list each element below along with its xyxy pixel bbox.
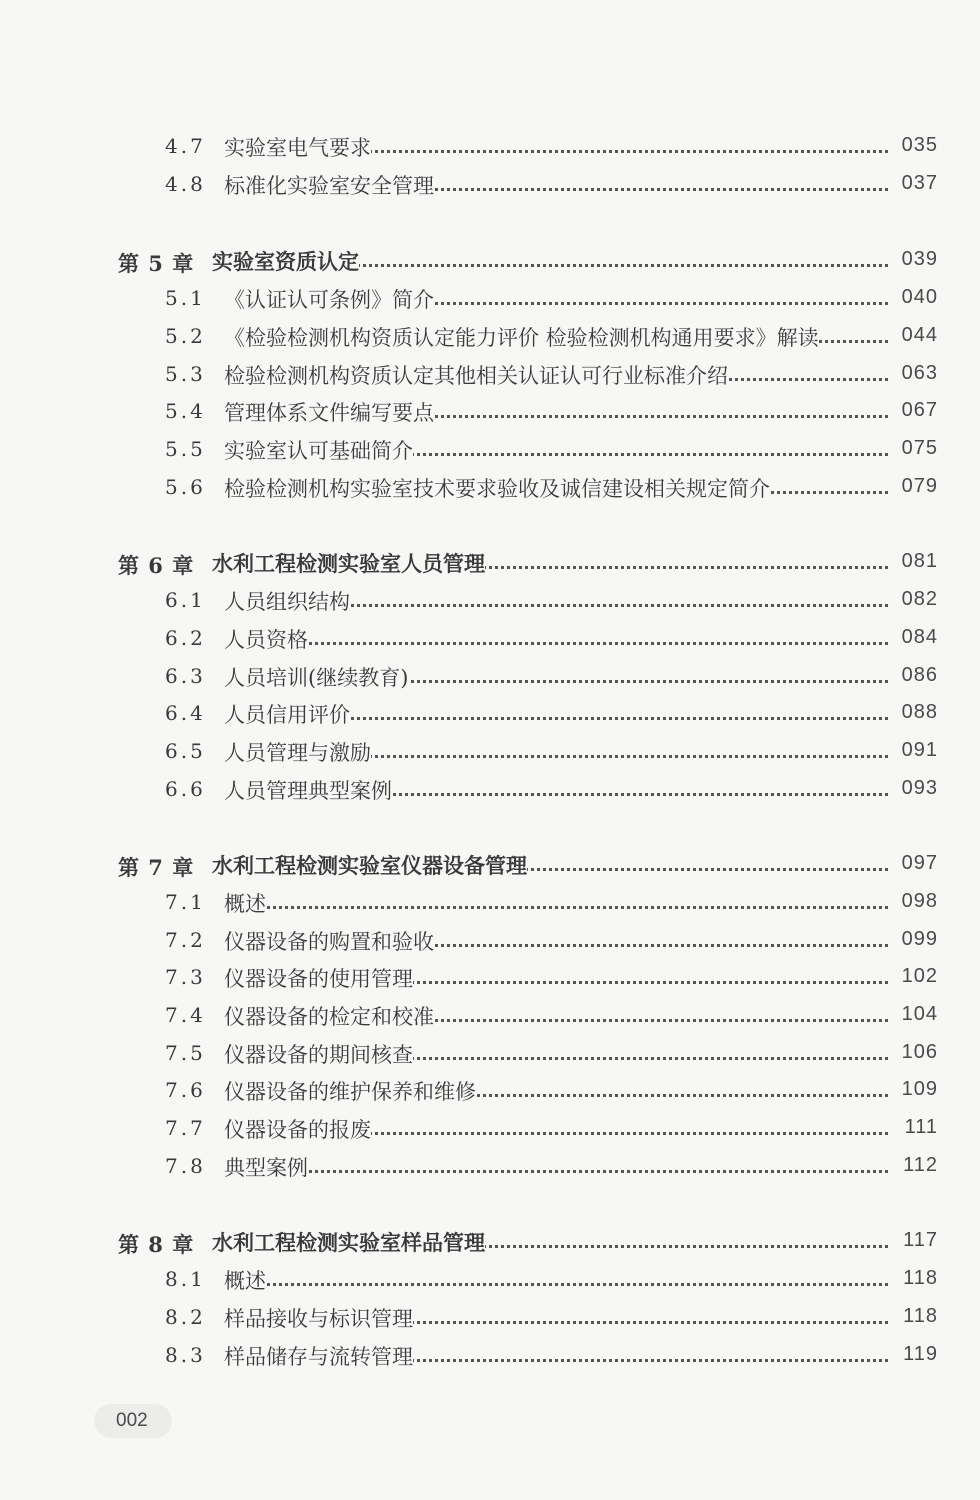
section-title: 概述 (224, 888, 266, 918)
toc-entry-7-2 (0, 922, 980, 960)
page-reference: 117 (903, 1229, 938, 1251)
page-number: 002 (116, 1410, 148, 1431)
page-reference: 093 (901, 777, 938, 799)
toc-entry-6-3 (0, 658, 980, 696)
toc-entry-7-5 (0, 1035, 980, 1073)
toc-entry-7-1 (0, 884, 980, 922)
section-number: 5.5 (165, 437, 206, 461)
section-title: 人员信用评价 (224, 699, 350, 729)
toc-chapter-6 (0, 544, 980, 582)
section-number: 8.1 (165, 1267, 206, 1291)
section-number: 5.3 (165, 362, 206, 386)
section-title: 实验室认可基础简介 (224, 435, 413, 465)
section-number: 4.7 (165, 134, 206, 158)
chapter-title: 水利工程检测实验室样品管理 (212, 1227, 485, 1257)
section-number: 5.6 (165, 475, 206, 499)
toc-entry-4-8 (0, 166, 980, 204)
dot-leader (224, 906, 888, 909)
page-reference: 106 (901, 1041, 938, 1063)
toc-entry-7-7 (0, 1110, 980, 1148)
page-reference: 118 (903, 1267, 938, 1289)
section-title: 人员资格 (224, 624, 308, 654)
page-reference: 091 (901, 739, 938, 761)
page-reference: 086 (901, 664, 938, 686)
toc-entry-7-3 (0, 959, 980, 997)
section-number: 6.5 (165, 739, 206, 763)
section-title: 仪器设备的期间核查 (224, 1039, 413, 1069)
page-reference: 098 (901, 890, 938, 912)
chapter-number: 第 8 章 (118, 1232, 195, 1257)
section-title: 典型案例 (224, 1152, 308, 1182)
toc-chapter-8 (0, 1223, 980, 1261)
section-number: 6.3 (165, 664, 206, 688)
page-reference: 119 (903, 1343, 938, 1365)
section-number: 7.5 (165, 1041, 206, 1065)
toc-entry-6-4 (0, 695, 980, 733)
toc-chapter-5 (0, 242, 980, 280)
section-title: 样品储存与流转管理 (224, 1341, 413, 1371)
toc-entry-7-6 (0, 1072, 980, 1110)
toc-entry-6-1 (0, 582, 980, 620)
section-title: 标准化实验室安全管理 (224, 170, 434, 200)
section-title: 检验检测机构资质认定其他相关认证认可行业标准介绍 (224, 360, 728, 390)
page-reference: 067 (901, 399, 938, 421)
section-title: 仪器设备的检定和校准 (224, 1001, 434, 1031)
section-number: 5.1 (165, 286, 206, 310)
section-title: 仪器设备的报废 (224, 1114, 371, 1144)
chapter-title: 水利工程检测实验室人员管理 (212, 548, 485, 578)
chapter-number: 第 5 章 (118, 251, 195, 276)
section-title: 管理体系文件编写要点 (224, 397, 434, 427)
page-reference: 040 (901, 286, 938, 308)
page-reference: 035 (901, 134, 938, 156)
section-number: 8.2 (165, 1305, 206, 1329)
section-title: 仪器设备的购置和验收 (224, 926, 434, 956)
dot-leader (224, 1170, 888, 1173)
section-number: 7.4 (165, 1003, 206, 1027)
section-title: 样品接收与标识管理 (224, 1303, 413, 1333)
section-number: 8.3 (165, 1343, 206, 1367)
toc-entry-5-3 (0, 356, 980, 394)
toc-entry-8-2 (0, 1299, 980, 1337)
toc-entry-7-8 (0, 1148, 980, 1186)
page-reference: 081 (901, 550, 938, 572)
page-reference: 044 (901, 324, 938, 346)
section-number: 5.4 (165, 399, 206, 423)
toc-entry-7-4 (0, 997, 980, 1035)
toc-entry-5-5 (0, 431, 980, 469)
chapter-number: 第 7 章 (118, 855, 195, 880)
section-number: 7.7 (165, 1116, 206, 1140)
chapter-number: 第 6 章 (118, 553, 195, 578)
page-reference: 039 (901, 248, 938, 270)
toc-entry-8-1 (0, 1261, 980, 1299)
toc-entry-6-2 (0, 620, 980, 658)
page-reference: 082 (901, 588, 938, 610)
toc-chapter-7 (0, 846, 980, 884)
section-title: 仪器设备的维护保养和维修 (224, 1076, 476, 1106)
chapter-title: 实验室资质认定 (212, 246, 359, 276)
section-number: 7.8 (165, 1154, 206, 1178)
section-title: 人员培训(继续教育) (224, 662, 408, 692)
page-number-badge (94, 1404, 172, 1438)
section-number: 4.8 (165, 172, 206, 196)
page-reference: 104 (901, 1003, 938, 1025)
toc-entry-5-6 (0, 469, 980, 507)
section-number: 7.6 (165, 1078, 206, 1102)
page-reference: 063 (901, 362, 938, 384)
page-reference: 112 (903, 1154, 938, 1176)
toc-entry-6-6 (0, 771, 980, 809)
section-title: 检验检测机构实验室技术要求验收及诚信建设相关规定简介 (224, 473, 770, 503)
dot-leader (224, 642, 888, 645)
section-title: 《检验检测机构资质认定能力评价 检验检测机构通用要求》解读 (224, 322, 819, 352)
toc-entry-4-7 (0, 128, 980, 166)
section-number: 6.1 (165, 588, 206, 612)
page-reference: 037 (901, 172, 938, 194)
section-number: 7.3 (165, 965, 206, 989)
page-reference: 084 (901, 626, 938, 648)
page-reference: 099 (901, 928, 938, 950)
toc-entry-8-3 (0, 1337, 980, 1375)
section-title: 仪器设备的使用管理 (224, 963, 413, 993)
page-reference: 111 (904, 1116, 938, 1138)
page-reference: 118 (903, 1305, 938, 1327)
section-number: 7.2 (165, 928, 206, 952)
page-reference: 075 (901, 437, 938, 459)
section-title: 概述 (224, 1265, 266, 1295)
toc-entry-5-4 (0, 393, 980, 431)
toc-entry-5-2 (0, 318, 980, 356)
page-reference: 109 (901, 1078, 938, 1100)
section-number: 7.1 (165, 890, 206, 914)
page-reference: 102 (901, 965, 938, 987)
page-reference: 097 (901, 852, 938, 874)
section-title: 人员组织结构 (224, 586, 350, 616)
toc-entry-5-1 (0, 280, 980, 318)
page-reference: 088 (901, 701, 938, 723)
section-title: 《认证认可条例》简介 (224, 284, 434, 314)
section-number: 6.6 (165, 777, 206, 801)
section-number: 6.2 (165, 626, 206, 650)
section-number: 6.4 (165, 701, 206, 725)
section-title: 人员管理与激励 (224, 737, 371, 767)
section-title: 人员管理典型案例 (224, 775, 392, 805)
toc-entry-6-5 (0, 733, 980, 771)
page-reference: 079 (901, 475, 938, 497)
dot-leader (224, 1283, 888, 1286)
chapter-title: 水利工程检测实验室仪器设备管理 (212, 850, 527, 880)
section-number: 5.2 (165, 324, 206, 348)
section-title: 实验室电气要求 (224, 132, 371, 162)
